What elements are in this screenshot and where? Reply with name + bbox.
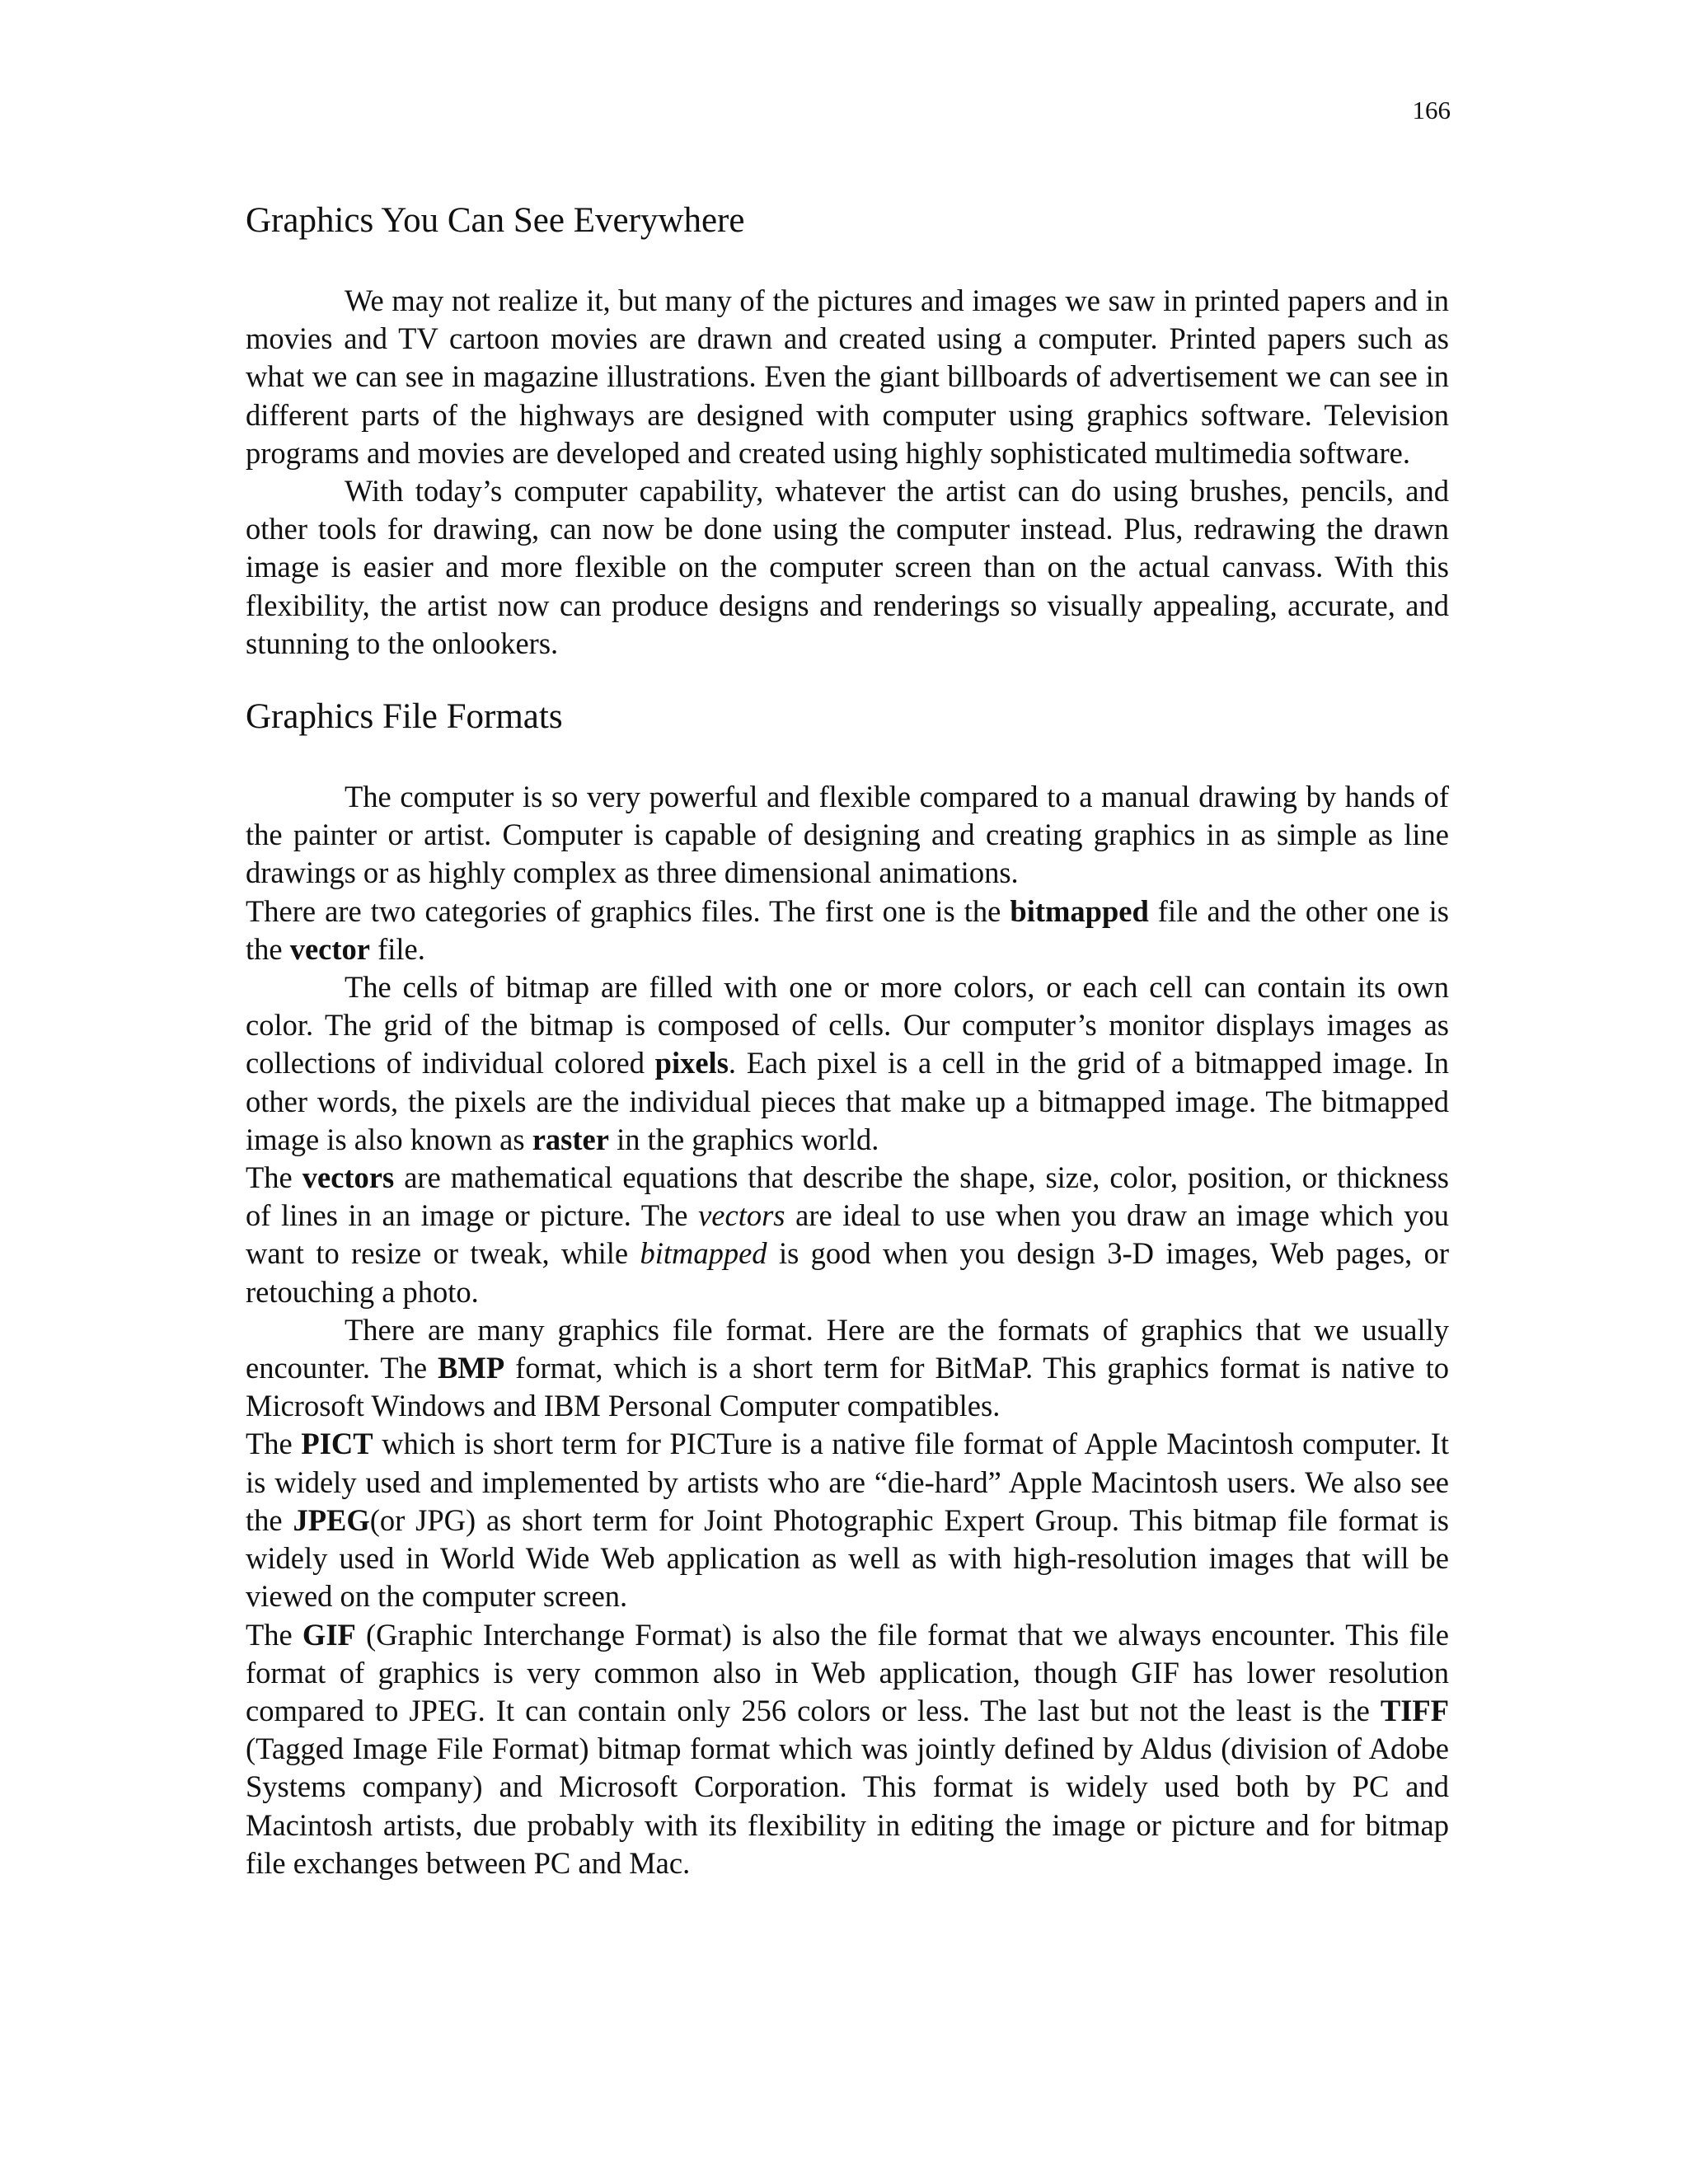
italic-term: vectors [698, 1198, 785, 1233]
bold-term: raster [532, 1122, 609, 1156]
paragraph [246, 1425, 1449, 1615]
text-run: are mathematical equations that describe the shape, size, color, position, or thickness of lines in an image or picture. The [246, 1160, 1449, 1233]
text-run: With today’s computer capability, whatever the artist can do using brushes, pencils, and other tools for drawing, can now be done using the computer instead. Plus, redrawing the drawn image is easier and more flexible on the computer screen than on the actual canvass. With this flexibility, the artist now can produce designs and renderings so visually appealing, accurate, and stunning to the onlookers. [246, 474, 1449, 660]
bold-term: vectors [302, 1160, 395, 1195]
bold-term: pixels [654, 1046, 729, 1080]
text-run: in the graphics world. [608, 1122, 879, 1156]
text-run: The computer is so very powerful and flexible compared to a manual drawing by hands of the painter or artist. Computer is capable of designing and creating graphics in as simple as line drawings or as highly complex as three dimensional animations. [246, 780, 1449, 890]
text-run: (Graphic Interchange Format) is also the file format that we always encounter. This file format of graphics is very common also in Web application, though GIF has lower resolution compared to JPEG. It can contain only 256 colors or less. The last but not the least is the [246, 1617, 1449, 1727]
paragraph [246, 778, 1449, 893]
bold-term: vector [289, 931, 370, 966]
text-run: The [246, 1427, 302, 1461]
paragraph [246, 472, 1449, 663]
text-run: file and the other one is the [246, 893, 1449, 966]
paragraph [246, 1616, 1449, 1882]
text-run: format, which is a short term for BitMaP. This graphics format is native to Microsoft Windows and IBM Personal Computer compatibles. [246, 1351, 1449, 1423]
bold-term: TIFF [1380, 1693, 1449, 1727]
page-content [246, 196, 1449, 1882]
text-run: There are many graphics file format. Here are the formats of graphics that we usually encounter. The [246, 1312, 1449, 1385]
text-run: The cells of bitmap are filled with one or more colors, or each cell can contain its own color. The grid of the bitmap is composed of cells. Our computer’s monitor displays images as collections of individual colored [246, 970, 1449, 1080]
paragraph [246, 893, 1449, 968]
text-run: are ideal to use when you draw an image which you want to resize or tweak, while [246, 1198, 1449, 1271]
text-run: We may not realize it, but many of the pictures and images we saw in printed papers and in movies and TV cartoon movies are drawn and created using a computer. Printed papers such as what we can see in magazine illustrations. Even the giant billboards of advertisement we can see in different parts of the highways are designed with computer using graphics software. Television programs and movies are developed and created using highly sophisticated multimedia software. [246, 284, 1449, 470]
paragraph [246, 1159, 1449, 1311]
text-run: There are two categories of graphics files. The first one is the [246, 893, 1010, 928]
bold-term: bitmapped [1010, 893, 1149, 928]
text-run: . Each pixel is a cell in the grid of a bitmapped image. In other words, the pixels are the individual pieces that make up a bitmapped image. The bitmapped image is also known as [246, 1046, 1450, 1156]
text-run: is good when you design 3-D images, Web pages, or retouching a photo. [246, 1236, 1449, 1309]
bold-term: GIF [302, 1617, 356, 1652]
text-run: (Tagged Image File Format) bitmap format which was jointly defined by Aldus (division of Adobe Systems company) and Microsoft Corporation. This format is widely used both by PC and Macintosh artists, due probably with its flexibility in editing the image or picture and for bitmap file exchanges between PC and Mac. [246, 1732, 1449, 1880]
paragraph [246, 1311, 1449, 1426]
text-run: The [246, 1160, 302, 1195]
bold-term: BMP [438, 1351, 505, 1385]
bold-term: PICT [301, 1427, 373, 1461]
text-run: The [246, 1617, 302, 1652]
section-heading-graphics-everywhere: Graphics You Can See Everywhere [246, 201, 745, 240]
paragraph [246, 968, 1449, 1159]
text-run: file. [369, 931, 425, 966]
text-run: (or JPG) as short term for Joint Photographic Expert Group. This bitmap file format is widely used in World Wide Web application as well as with high-resolution images that will be viewed on the computer screen. [246, 1502, 1449, 1614]
section-heading-file-formats: Graphics File Formats [246, 697, 563, 737]
bold-term: JPEG [293, 1502, 370, 1537]
page-number: 166 [1412, 96, 1451, 124]
text-run: which is short term for PICTure is a native file format of Apple Macintosh computer. It is widely used and implemented by artists who are “die-hard” Apple Macintosh users. We also see the [246, 1427, 1450, 1537]
italic-term: bitmapped [640, 1236, 767, 1271]
paragraph [246, 282, 1449, 472]
